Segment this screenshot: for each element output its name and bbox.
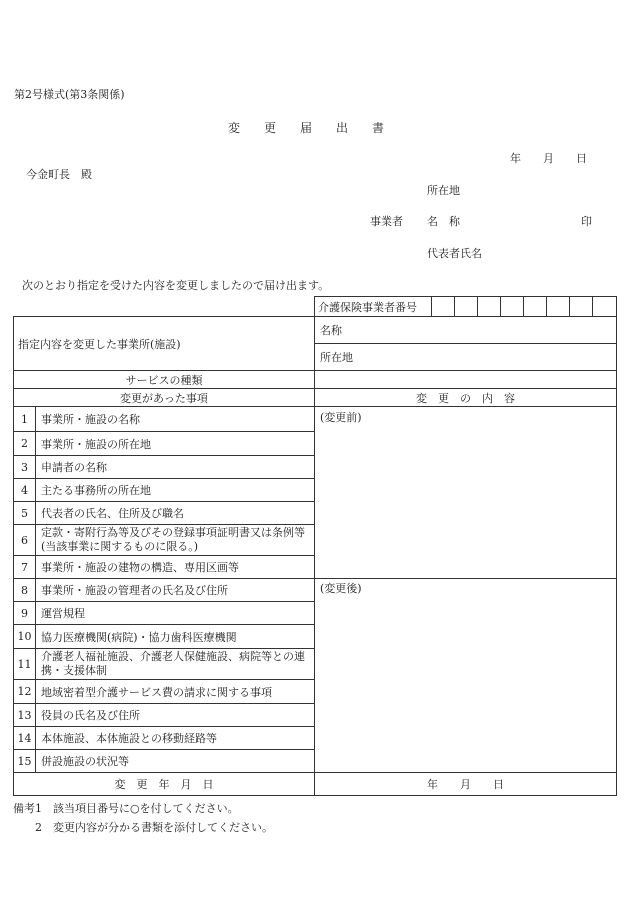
provider-number-digit-2[interactable] [455, 297, 477, 316]
after-label: (変更後) [320, 582, 362, 595]
facility-location-label: 所在地 [320, 351, 353, 364]
facility-label: 指定内容を変更した事業所(施設) [18, 337, 181, 351]
item-label: 介護老人福祉施設、介護老人保健施設、病院等との連携・支援体制 [41, 650, 305, 677]
item-label: 定款・寄附行為等及びその登録事項証明書又は条例等(当該事業に関するものに限る。) [41, 526, 305, 553]
date-label: 年 月 日 [510, 152, 587, 165]
item-label: 協力医療機関(病院)・協力歯科医療機関 [41, 630, 237, 644]
item-label: 代表者の氏名、住所及び職名 [41, 507, 184, 520]
item-number[interactable]: 10 [17, 630, 32, 643]
item-number[interactable]: 5 [21, 506, 28, 520]
form-number: 第2号様式(第3条関係) [14, 88, 125, 101]
item-label: 事業所・施設の所在地 [41, 437, 151, 451]
after-content-field[interactable] [315, 595, 616, 772]
item-number[interactable]: 7 [21, 560, 28, 574]
seal-label: 印 [581, 215, 592, 228]
before-content-field[interactable] [315, 424, 616, 578]
representative-label: 代表者氏名 [427, 247, 482, 260]
provider-number-digit-7[interactable] [570, 297, 592, 316]
change-content-header: 変 更 の 内 容 [416, 391, 515, 405]
item-label: 地域密着型介護サービス費の請求に関する事項 [41, 685, 272, 699]
intro-text: 次のとおり指定を受けた内容を変更しましたので届け出ます。 [22, 279, 330, 292]
change-date-label: 変 更 年 月 日 [114, 778, 214, 791]
service-type-field[interactable] [315, 371, 616, 388]
item-number[interactable]: 15 [17, 754, 32, 768]
item-number[interactable]: 12 [17, 685, 32, 698]
addressee: 今金町長 殿 [26, 168, 92, 181]
item-label: 事業所・施設の名称 [41, 413, 140, 426]
location-label: 所在地 [427, 184, 460, 197]
provider-number-digit-8[interactable] [593, 297, 615, 316]
item-number[interactable]: 6 [21, 533, 28, 547]
item-number[interactable]: 11 [17, 657, 32, 671]
service-type-label: サービスの種類 [125, 373, 203, 387]
provider-number-digit-3[interactable] [478, 297, 500, 316]
item-number[interactable]: 3 [21, 460, 28, 474]
name-label: 名 称 [427, 215, 460, 228]
item-label: 併設施設の状況等 [41, 755, 129, 768]
item-number[interactable]: 9 [21, 606, 28, 620]
item-number[interactable]: 13 [17, 708, 32, 722]
item-label: 事業所・施設の管理者の氏名及び住所 [41, 584, 228, 597]
item-label: 申請者の名称 [41, 461, 107, 474]
item-number[interactable]: 2 [21, 437, 28, 450]
item-number[interactable]: 8 [21, 583, 28, 597]
provider-number-digit-6[interactable] [547, 297, 569, 316]
item-label: 事業所・施設の建物の構造、専用区画等 [41, 561, 239, 574]
provider-number-label: 介護保険事業者番号 [318, 300, 417, 314]
change-date-value[interactable]: 年 月 日 [427, 778, 504, 791]
item-number[interactable]: 14 [17, 731, 32, 745]
item-label: 本体施設、本体施設との移動経路等 [41, 732, 217, 745]
item-label: 役員の氏名及び住所 [41, 709, 140, 722]
before-label: (変更前) [320, 411, 362, 424]
item-label: 運営規程 [41, 607, 85, 620]
facility-name-label: 名称 [320, 324, 342, 337]
note-2: 2 変更内容が分かる書類を添付してください。 [35, 821, 273, 834]
document-title: 変 更 届 出 書 [228, 121, 385, 135]
provider-number-digit-5[interactable] [524, 297, 546, 316]
item-number[interactable]: 1 [21, 412, 28, 426]
provider-number-digit-1[interactable] [432, 297, 454, 316]
item-number[interactable]: 4 [21, 483, 28, 497]
provider-number-digit-4[interactable] [501, 297, 523, 316]
item-label: 主たる事務所の所在地 [41, 484, 151, 497]
note-1: 備考1 該当項目番号に○を付してください。 [13, 802, 239, 815]
changed-items-header: 変更があった事項 [120, 391, 208, 405]
applicant-label: 事業者 [370, 215, 403, 228]
